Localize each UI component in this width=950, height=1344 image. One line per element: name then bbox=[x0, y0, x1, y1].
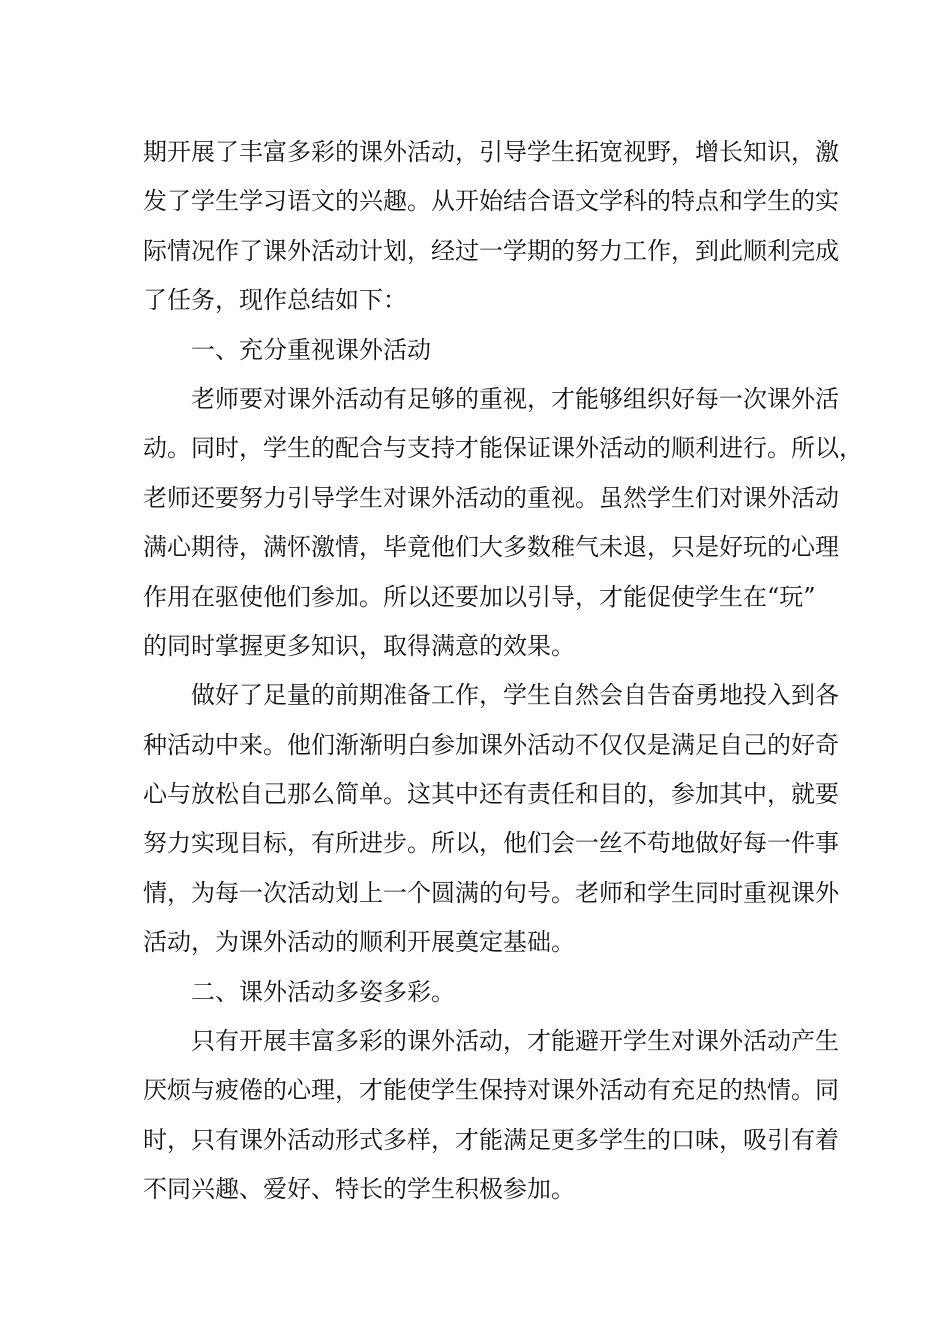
text-line: 不同兴趣、爱好、特长的学生积极参加。 bbox=[143, 1175, 575, 1204]
text-line: 际情况作了课外活动计划，经过一学期的努力工作，到此顺利完成 bbox=[143, 236, 839, 265]
text-line: 厌烦与疲倦的心理，才能使学生保持对课外活动有充足的热情。同 bbox=[143, 1076, 839, 1105]
text-line: 满心期待，满怀激情，毕竟他们大多数稚气未退，只是好玩的心理 bbox=[143, 533, 839, 562]
text-line: 的同时掌握更多知识，取得满意的效果。 bbox=[143, 631, 575, 660]
text-line: 动。同时，学生的配合与支持才能保证课外活动的顺利进行。所以， bbox=[143, 434, 863, 463]
text-line: 老师还要努力引导学生对课外活动的重视。虽然学生们对课外活动 bbox=[143, 483, 839, 512]
text-line: 心与放松自己那么简单。这其中还有责任和目的，参加其中，就要 bbox=[143, 780, 839, 809]
text-line: 活动，为课外活动的顺利开展奠定基础。 bbox=[143, 928, 575, 957]
text-line: 发了学生学习语文的兴趣。从开始结合语文学科的特点和学生的实 bbox=[143, 187, 839, 216]
text-line: 做好了足量的前期准备工作，学生自然会自告奋勇地投入到各 bbox=[191, 681, 839, 710]
text-line: 一、充分重视课外活动 bbox=[191, 335, 431, 364]
text-line: 作用在驱使他们参加。所以还要加以引导，才能促使学生在“玩” bbox=[143, 582, 816, 611]
text-line: 种活动中来。他们渐渐明白参加课外活动不仅仅是满足自己的好奇 bbox=[143, 730, 839, 759]
document-body bbox=[143, 128, 863, 1215]
text-line: 老师要对课外活动有足够的重视，才能够组织好每一次课外活 bbox=[191, 384, 839, 413]
text-line: 期开展了丰富多彩的课外活动，引导学生拓宽视野，增长知识，激 bbox=[143, 138, 839, 166]
text-line: 了任务，现作总结如下： bbox=[143, 286, 407, 315]
text-line: 努力实现目标，有所进步。所以，他们会一丝不苟地做好每一件事 bbox=[143, 829, 839, 858]
text-line: 情，为每一次活动划上一个圆满的句号。老师和学生同时重视课外 bbox=[143, 878, 839, 907]
text-line: 时，只有课外活动形式多样，才能满足更多学生的口味，吸引有着 bbox=[143, 1125, 839, 1154]
text-line: 只有开展丰富多彩的课外活动，才能避开学生对课外活动产生 bbox=[191, 1027, 839, 1056]
text-line: 二、课外活动多姿多彩。 bbox=[191, 977, 455, 1006]
